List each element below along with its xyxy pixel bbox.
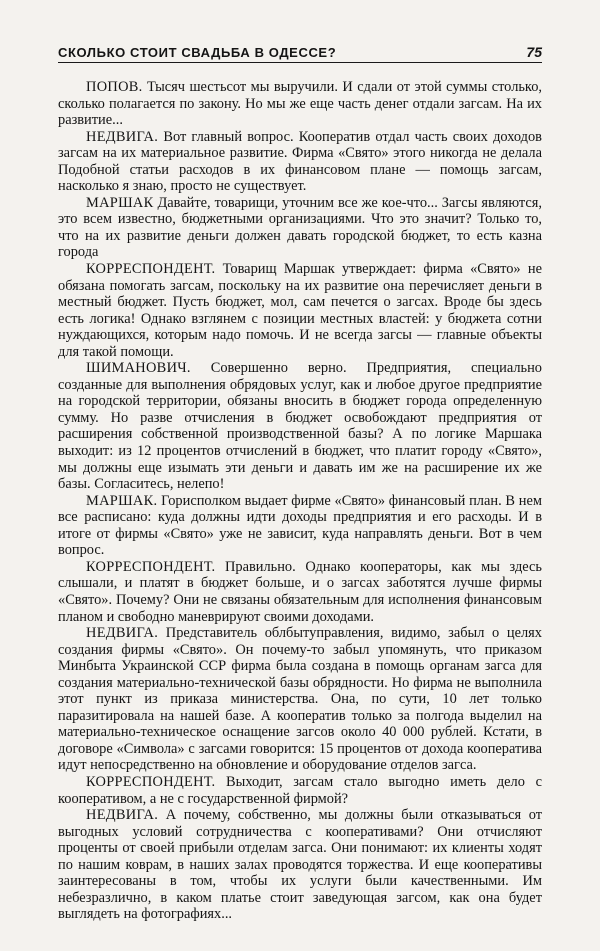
paragraph [58, 493, 542, 559]
paragraph [58, 129, 542, 195]
speaker-name: КОРРЕСПОНДЕНТ. [86, 261, 216, 278]
speech-text: Товарищ Маршак утверждает: фирма «Свято» не обязана помогать загсам, поскольку на их развитие она перечисляет деньги в местный бюджет. Пусть бюджет, мол, сам печется о загсах. Вроде бы здесь есть логика! Однако взглянем с позиции местных властей: у бюджета сотни нуждающихся, которым надо помочь. И не всегда загсы — главные объекты для такой помощи. [58, 261, 542, 360]
speaker-name: НЕДВИГА. [86, 128, 159, 145]
paragraph [58, 807, 542, 923]
speech-text: Совершенно верно. Предприятия, специально созданные для выполнения обрядовых услуг, как и любое другое предприятие на городской территории, обязаны вносить в бюджет города определенную сумму. Но разве отчисления в бюджет освобождают предприятия от расширения собственной производственной базы? А по логике Маршака выходит: из 12 процентов отчислений в бюджет, что платит городу «Свято», мы должны еще изымать эти деньги и давать им же на расширение их же базы. Согласитесь, нелепо! [58, 360, 542, 493]
paragraph [58, 774, 542, 807]
speech-text: Горисполком выдает фирме «Свято» финансовый план. В нем все расписано: куда должны идти доходы предприятия и его расходы. И в итоге от фирмы «Свято» уже не зависит, куда направлять деньги. Вот в чем вопрос. [58, 492, 542, 559]
running-header [58, 44, 542, 63]
speaker-name: МАРШАК [86, 194, 154, 211]
speech-text: Давайте, товарищи, уточним все же кое-что... Загсы являются, это всем известно, бюджетными организациями. Что это значит? Только то, что на их развитие деньги должен давать городской бюджет, то есть казна города [58, 194, 542, 261]
paragraph [58, 559, 542, 625]
paragraph [58, 79, 542, 129]
speech-text: Тысяч шестьсот мы выручили. И сдали от этой суммы столько, сколько полагается по закону. Но мы же еще часть денег отдали загсам. На их развитие... [58, 79, 542, 129]
speaker-name: ПОПОВ. [86, 79, 143, 95]
page-number: 75 [526, 44, 542, 60]
speech-text: Представитель облбытуправления, видимо, забыл о целях создания фирмы «Свято». Он почему-то забыл упомянуть, что приказом Минбыта Украинской ССР фирма была создана в помощь органам загса для создания материально-технической базы обрядности. Но фирма не выполнила этот пункт из приказа министерства. Она, по сути, 10 лет только паразитировала на нашей базе. А кооператив только за полгода выделил на материально-техническое оснащение загсов около 40 000 рублей. Кстати, в договоре «Символа» с загсами говорится: 15 процентов от дохода кооператива идут непосредственно на обновление и оборудование отделов загса. [58, 625, 542, 774]
speaker-name: НЕДВИГА. [86, 625, 159, 642]
speaker-name: МАРШАК. [86, 492, 158, 509]
paragraph [58, 625, 542, 774]
speech-text: Вот главный вопрос. Кооператив отдал часть своих доходов загсам на их материальное развитие. Фирма «Свято» этого никогда не делала Подобной статьи расходов в их финансовом плане — помощь загсам, насколько я знаю, просто не существует. [58, 128, 542, 195]
speech-text: Правильно. Однако кооператоры, как мы здесь слышали, и платят в бюджет больше, и о загсах заботятся лучше фирмы «Свято». Почему? Они не связаны обязательным для исполнения финансовым планом и свободно маневрируют своими доходами. [58, 558, 542, 625]
speaker-name: НЕДВИГА. [86, 807, 159, 824]
speaker-name: ШИМАНОВИЧ. [86, 360, 191, 377]
chapter-title: СКОЛЬКО СТОИТ СВАДЬБА В ОДЕССЕ? [58, 45, 337, 60]
paragraph [58, 360, 542, 492]
speech-text: А почему, собственно, мы должны были отказываться от выгодных условий сотрудничества с кооперативами? Они отчисляют проценты от своей прибыли отделам загса. Они понимают: их клиенты ходят по нашим коврам, в наших залах проводятся торжества. И еще кооперативы заинтересованы в том, чтобы их услуги были качественными. Им небезразлично, в каком платье стоит заведующая загсом, как она будет выглядеть на фотографиях... [58, 807, 542, 923]
speaker-name: КОРРЕСПОНДЕНТ. [86, 558, 216, 575]
dialogue-text [58, 79, 542, 923]
speaker-name: КОРРЕСПОНДЕНТ. [86, 773, 216, 790]
paragraph [58, 195, 542, 261]
speech-text: Выходит, загсам стало выгодно иметь дело с кооперативом, а не с государственной фирмой? [58, 773, 542, 807]
paragraph [58, 261, 542, 360]
